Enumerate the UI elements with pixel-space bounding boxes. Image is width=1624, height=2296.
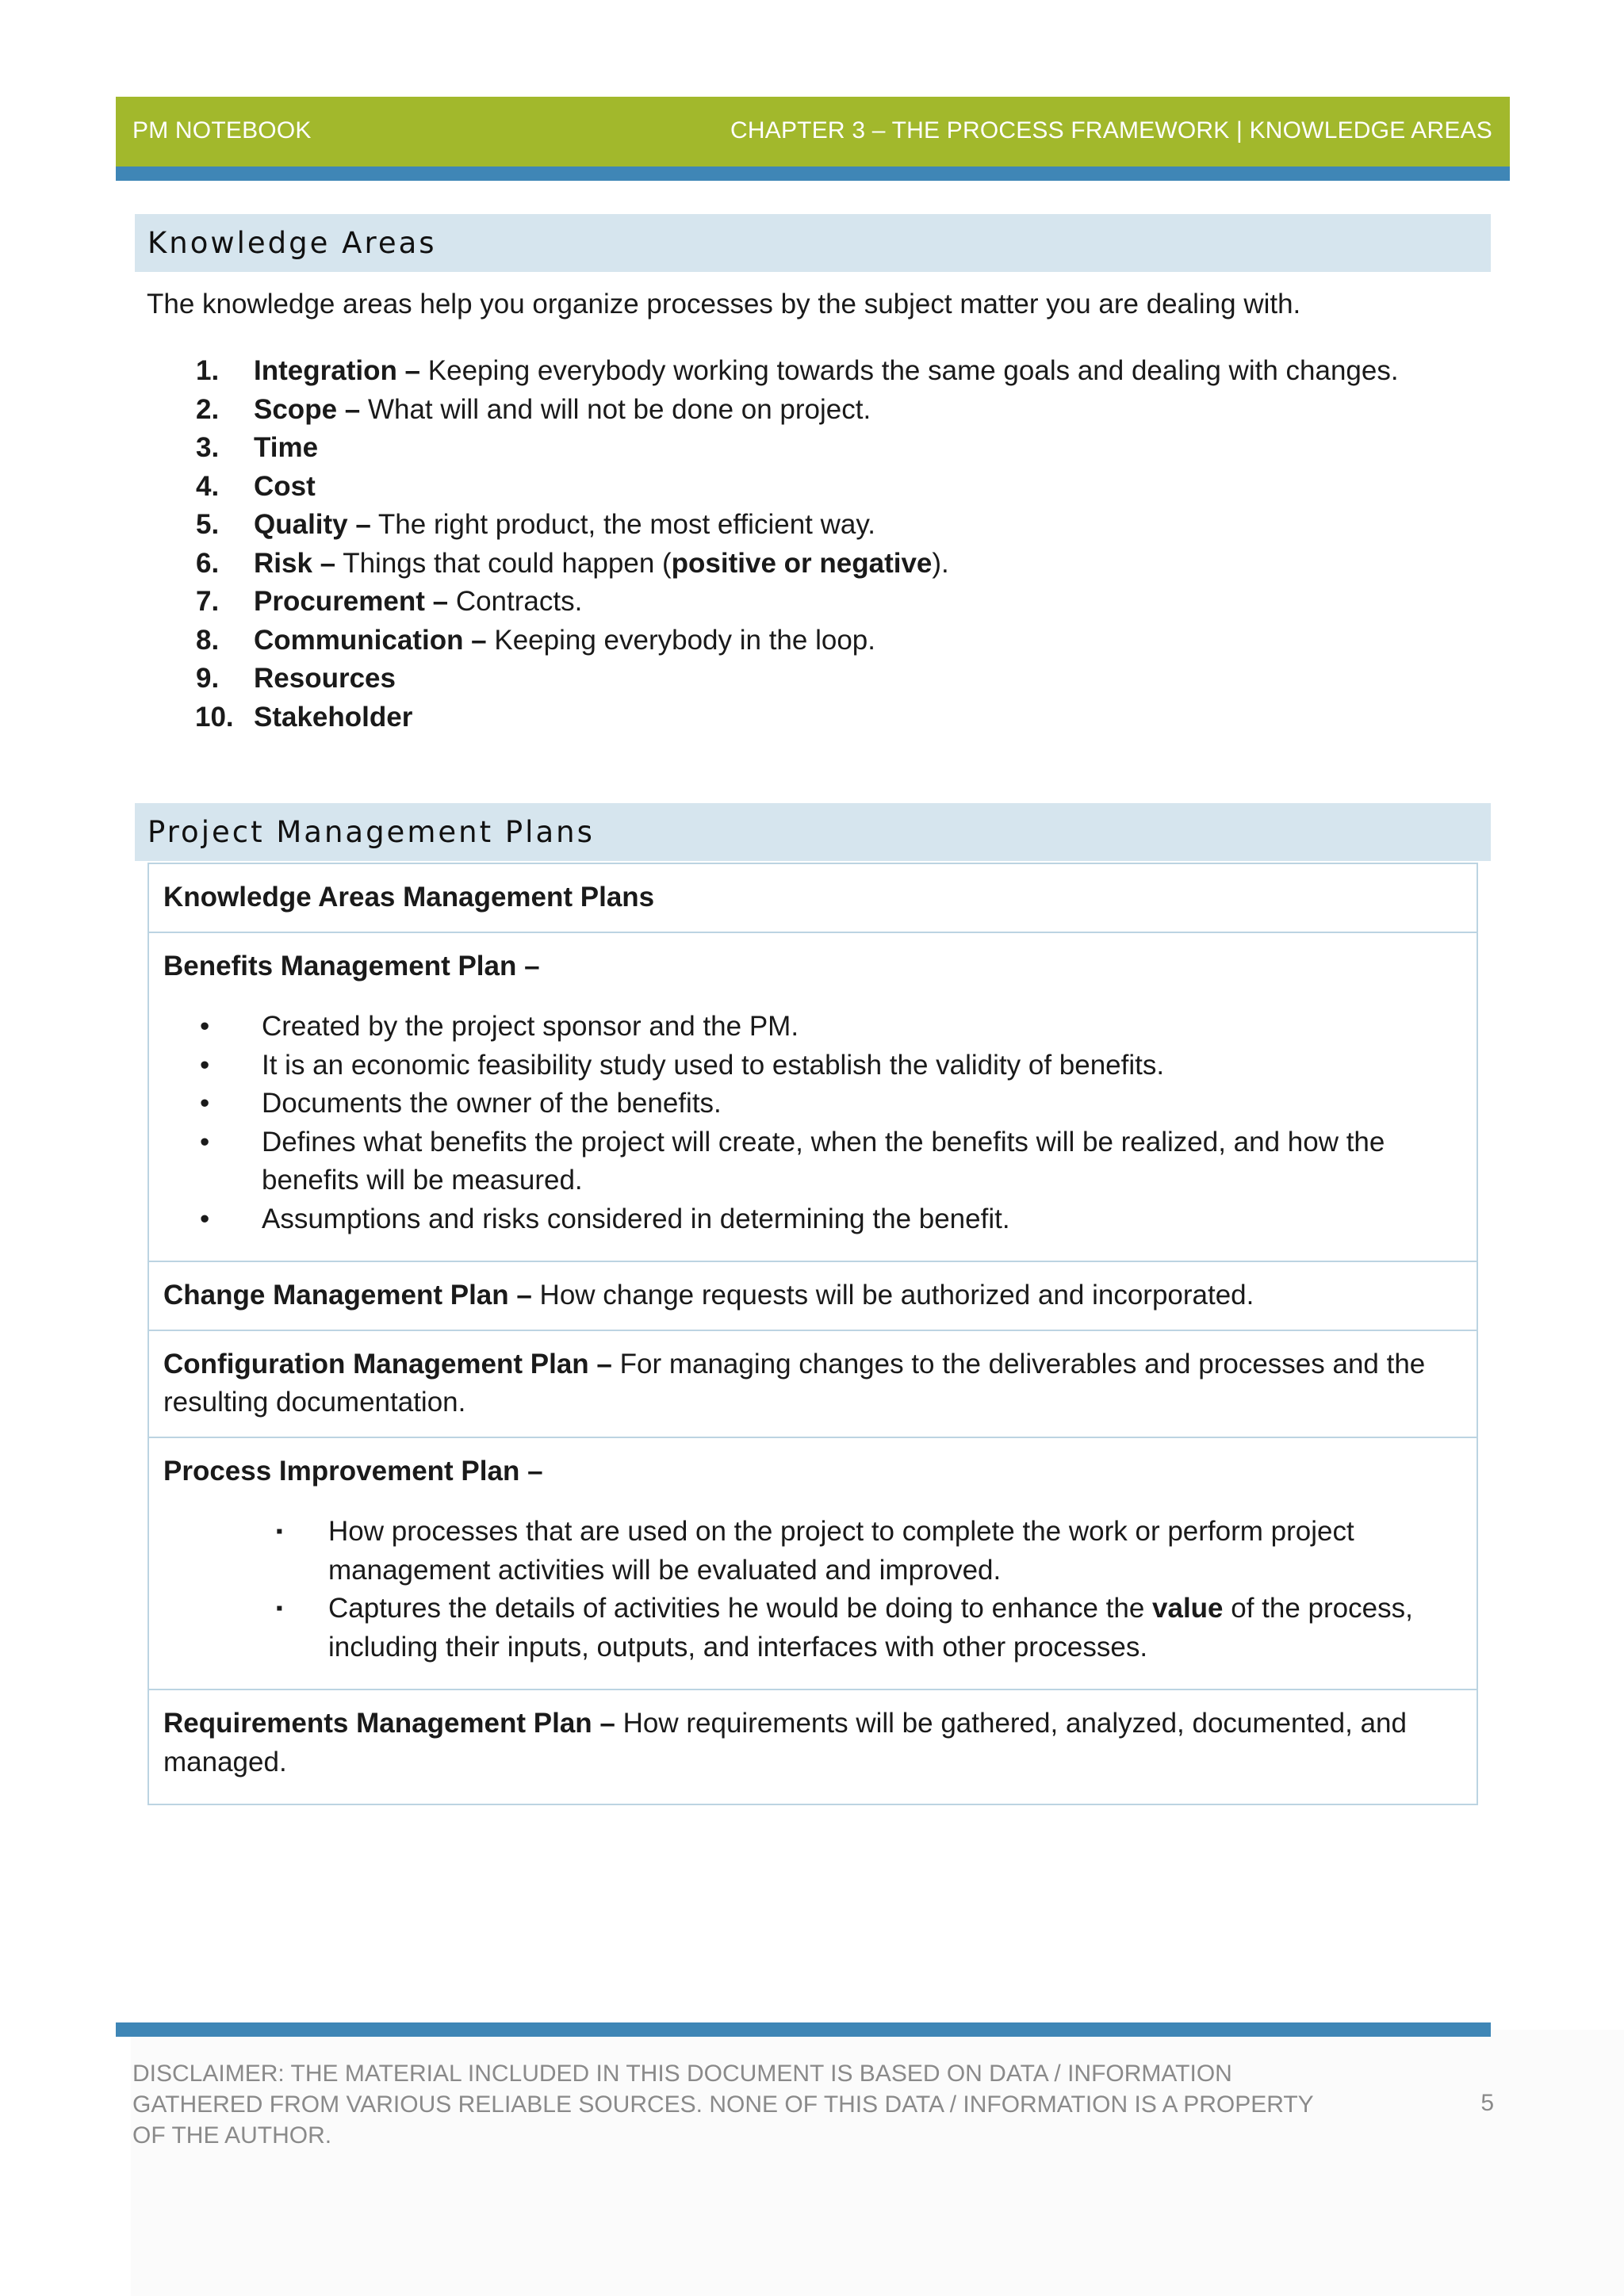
list-item — [174, 429, 1411, 468]
item-number: 3. — [196, 432, 220, 463]
item-text: Keeping everybody working towards the same goals and dealing with changes. — [420, 355, 1399, 386]
item-title: Scope – — [254, 393, 361, 425]
item-title: Resources — [254, 663, 396, 694]
list-item — [174, 545, 1411, 584]
item-title: Stakeholder — [254, 701, 413, 733]
square-bullet-icon: ▪ — [276, 1521, 283, 1542]
table-row — [149, 1437, 1477, 1689]
list-item — [163, 1513, 1461, 1590]
process-improvement-plan-title: Process Improvement Plan – — [163, 1455, 543, 1487]
header-notebook-title: PM NOTEBOOK — [132, 117, 312, 144]
benefits-bullet-list — [163, 1008, 1461, 1238]
item-text: The right product, the most efficient way. — [370, 509, 875, 540]
bullet-icon: • — [200, 1203, 210, 1234]
item-number: 10. — [195, 701, 234, 733]
requirements-plan-title: Requirements Management Plan – — [163, 1708, 615, 1739]
item-number: 1. — [196, 355, 220, 386]
item-title: Integration – — [254, 355, 421, 386]
process-bullet-list — [163, 1513, 1461, 1667]
management-plans-table — [147, 863, 1478, 1805]
list-item — [163, 1590, 1461, 1667]
item-title: Cost — [254, 470, 316, 502]
bullet-text: Captures the details of activities he would be doing to enhance the — [328, 1593, 1153, 1624]
table-row — [149, 1261, 1477, 1330]
bullet-text-end: of the process, including their inputs, outputs, and interfaces with other processes. — [328, 1593, 1413, 1663]
requirements-plan-text: How requirements will be gathered, analyzed, documented, and managed. — [163, 1708, 1407, 1777]
project-management-plans-heading: Project Management Plans — [135, 803, 1491, 861]
item-title: Risk – — [254, 547, 336, 579]
item-number: 8. — [196, 624, 220, 656]
list-item — [163, 1008, 1461, 1047]
item-emphasis: positive or negative — [671, 547, 933, 579]
bullet-text: Defines what benefits the project will create, when the benefits will be realized, and how the benefits will be measured. — [262, 1126, 1385, 1196]
item-text: Keeping everybody in the loop. — [486, 624, 875, 656]
table-row — [149, 864, 1477, 932]
bullet-text: How processes that are used on the project to complete the work or perform project management activities will be evaluated and improved. — [328, 1516, 1354, 1586]
table-row — [149, 932, 1477, 1261]
list-item — [163, 1200, 1461, 1239]
knowledge-areas-list — [174, 352, 1411, 737]
configuration-plan-text: For managing changes to the deliverables and processes and the resulting documentation. — [163, 1348, 1426, 1418]
table-row — [149, 1330, 1477, 1437]
header-stripe — [116, 166, 1510, 181]
change-plan-text: How change requests will be authorized and incorporated. — [531, 1280, 1254, 1311]
benefits-plan-title: Benefits Management Plan – — [163, 950, 540, 982]
change-plan-title: Change Management Plan – — [163, 1280, 532, 1311]
page-number: 5 — [1480, 2090, 1494, 2116]
list-item — [174, 352, 1411, 391]
bullet-text: Assumptions and risks considered in determining the benefit. — [262, 1203, 1010, 1234]
bullet-text: It is an economic feasibility study used to establish the validity of benefits. — [262, 1049, 1165, 1081]
item-title: Procurement – — [254, 586, 449, 617]
list-item — [174, 622, 1411, 660]
item-number: 9. — [196, 663, 220, 694]
list-item — [174, 468, 1411, 507]
bullet-emphasis: value — [1152, 1593, 1224, 1624]
list-item — [174, 698, 1411, 737]
list-item — [174, 391, 1411, 430]
item-number: 2. — [196, 393, 220, 425]
item-text: Contracts. — [448, 586, 583, 617]
item-number: 7. — [196, 586, 220, 617]
configuration-plan-title: Configuration Management Plan – — [163, 1348, 612, 1380]
bullet-icon: • — [200, 1049, 210, 1081]
footer-disclaimer: DISCLAIMER: THE MATERIAL INCLUDED IN THIS DOCUMENT IS BASED ON DATA / INFORMATION GATHERED FROM VARIOUS RELIABLE SOURCES. NONE OF THIS DATA / INFORMATION IS A PROPERTY OF THE AUTHOR. — [132, 2061, 1314, 2149]
item-title: Quality – — [254, 509, 371, 540]
list-item — [163, 1085, 1461, 1123]
knowledge-areas-heading: Knowledge Areas — [135, 214, 1491, 272]
item-number: 6. — [196, 547, 220, 579]
item-title: Communication – — [254, 624, 487, 656]
list-item — [163, 1123, 1461, 1200]
bullet-text: Created by the project sponsor and the PM. — [262, 1011, 799, 1042]
item-text: Things that could happen ( — [335, 547, 672, 579]
header-chapter-title: CHAPTER 3 – THE PROCESS FRAMEWORK | KNOWLEDGE AREAS — [730, 117, 1492, 144]
knowledge-areas-intro: The knowledge areas help you organize processes by the subject matter you are dealing with. — [147, 289, 1301, 320]
footer-stripe — [116, 2022, 1491, 2037]
table-header: Knowledge Areas Management Plans — [163, 882, 655, 913]
list-item — [174, 506, 1411, 545]
table-row — [149, 1689, 1477, 1804]
item-text-end: ). — [932, 547, 949, 579]
bullet-icon: • — [200, 1126, 210, 1158]
item-title: Time — [254, 432, 319, 463]
bullet-text: Documents the owner of the benefits. — [262, 1088, 722, 1119]
square-bullet-icon: ▪ — [276, 1598, 283, 1619]
item-number: 5. — [196, 509, 220, 540]
bullet-icon: • — [200, 1011, 210, 1042]
list-item — [163, 1047, 1461, 1085]
list-item — [174, 583, 1411, 622]
item-number: 4. — [196, 470, 220, 502]
item-text: What will and will not be done on project. — [360, 393, 871, 425]
list-item — [174, 660, 1411, 698]
bullet-icon: • — [200, 1088, 210, 1119]
